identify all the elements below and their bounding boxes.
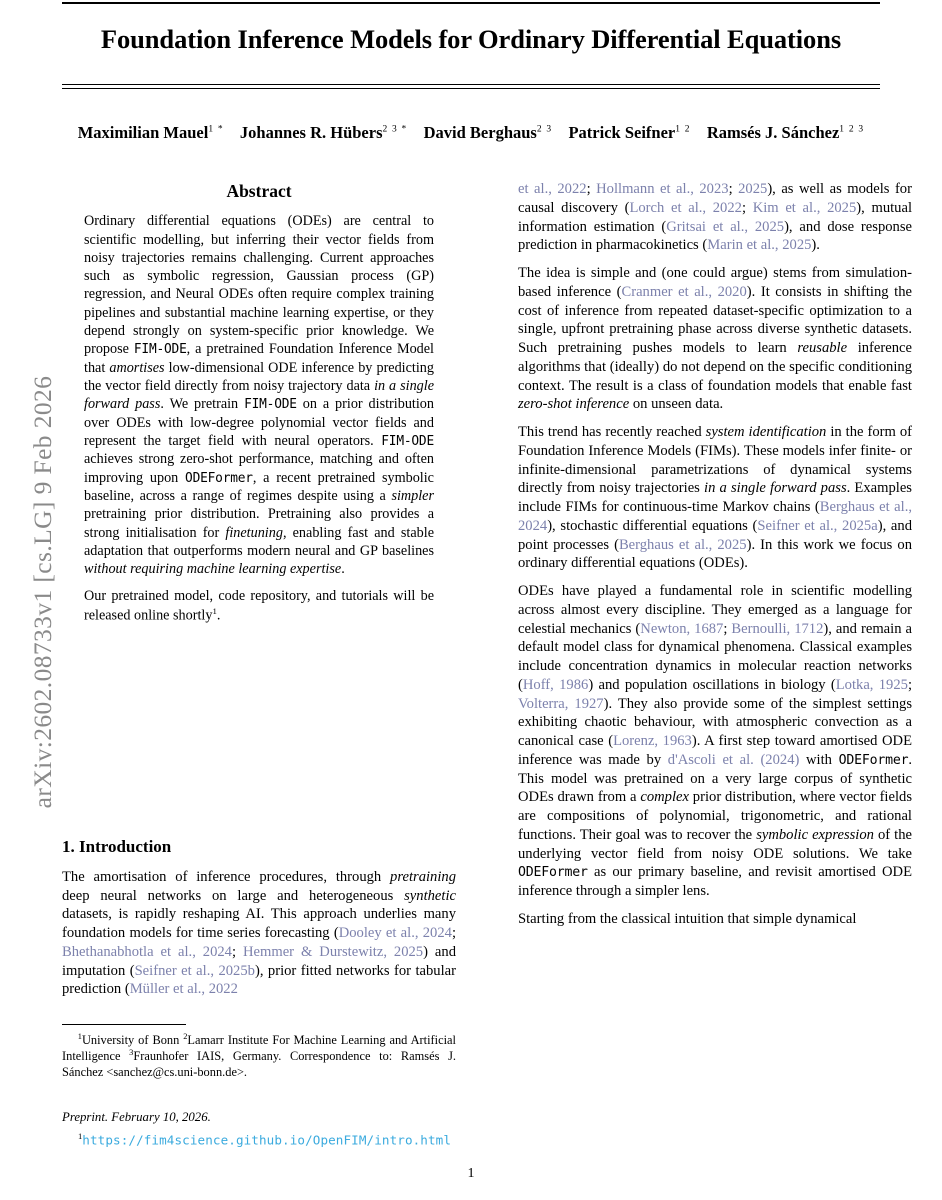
citation-link[interactable]: Hemmer & Durstewitz, 2025 xyxy=(242,943,424,960)
body-text: ), mutual information estimation ( xyxy=(518,199,912,235)
citation-link[interactable]: Lorenz, 1963 xyxy=(613,733,692,749)
pretraining-emphasis: pretraining xyxy=(390,868,456,885)
body-text: datasets, is rapidly reshaping AI. This approach underlies many foundation models for time series forecasting ( xyxy=(62,906,456,942)
right-paragraph-4 xyxy=(518,582,912,901)
body-text: ), and remain a default model class for dynamical phenomena. Classical examples include concentration dynamics in molecular reaction networks ( xyxy=(518,620,912,693)
body-text: ; xyxy=(741,199,753,216)
citation-link[interactable]: Müller et al., 2022 xyxy=(129,981,238,998)
body-text: ). They also provide some of the simplest settings exhibiting chaotic behaviour, with atmospheric convection as a canonical case ( xyxy=(518,695,912,749)
single-forward-pass-emphasis: in a single forward pass xyxy=(84,377,434,413)
body-text: on unseen data. xyxy=(629,396,724,413)
odeformer-mono: ODEFormer xyxy=(838,752,909,768)
affiliation-3: Fraunhofer IAIS, Germany. Correspondence to: Ramsés J. Sánchez <sanchez@cs.uni-bonn.de>. xyxy=(62,1049,457,1080)
abstract-text: low-dimensional ODE inference by predicting the vector field directly from noisy trajectory data xyxy=(84,359,434,394)
citation-link[interactable]: Kim et al., 2025 xyxy=(752,199,857,216)
affiliation-marker-2: 2 xyxy=(183,1032,188,1041)
abstract-text: , a recent pretrained symbolic baseline, across a range of regimes despite using a xyxy=(84,469,434,505)
abstract-text: pretraining prior distribution. Pretraining also provides a strong initialisation for xyxy=(84,506,434,541)
footnote-url-line xyxy=(62,1131,456,1149)
system-identification-emphasis: system identification xyxy=(705,424,827,440)
project-url-link[interactable]: https://fim4science.github.io/OpenFIM/intro.html xyxy=(82,1132,452,1148)
body-text: in the form of Foundation Inference Models (FIMs). These models infer finite- or infinite-dimensional parametrizations of dynamical systems directly from noisy trajectories xyxy=(518,424,912,497)
citation-link[interactable]: Lotka, 1925 xyxy=(835,676,908,693)
body-text: ). xyxy=(811,237,820,254)
footnote-text xyxy=(62,1032,456,1080)
body-text: The idea is simple and (one could argue) stems from simulation-based inference ( xyxy=(518,265,912,300)
introduction-paragraph-1 xyxy=(62,868,456,999)
fim-ode-mono: FIM-ODE xyxy=(244,397,297,413)
body-text: ; xyxy=(723,620,732,637)
abstract-text: . We pretrain xyxy=(160,396,245,413)
citation-link[interactable]: Dooley et al., 2024 xyxy=(338,925,452,942)
body-text: ; xyxy=(586,181,597,197)
symbolic-expression-emphasis: symbolic expression xyxy=(756,826,874,843)
body-text: ; xyxy=(907,676,913,693)
zero-shot-inference-emphasis: zero-shot inference xyxy=(518,396,630,413)
footnote-separator xyxy=(62,1024,186,1025)
body-text: ; xyxy=(728,181,739,197)
body-text: ), prior fitted networks for tabular prediction ( xyxy=(62,962,456,998)
body-text: of the underlying vector field from noisy ODE solutions. We take xyxy=(518,826,912,862)
author-affiliation-marker: 1 * xyxy=(208,124,224,135)
abstract-text: achieves strong zero-shot performance, matching and often improving upon xyxy=(84,451,434,486)
author-affiliation-marker: 1 2 3 xyxy=(839,124,865,135)
citation-link[interactable]: Seifner et al., 2025b xyxy=(134,962,255,979)
body-text: ), as well as models for causal discovery ( xyxy=(518,181,912,216)
citation-link[interactable]: 2025 xyxy=(738,181,768,197)
page-title: Foundation Inference Models for Ordinary Differential Equations xyxy=(100,24,842,54)
author-name: Maximilian Mauel xyxy=(77,123,209,142)
citation-link[interactable]: Cranmer et al., 2020 xyxy=(621,283,747,300)
abstract-text: , a pretrained Foundation Inference Model that xyxy=(84,341,435,376)
abstract-body xyxy=(84,212,434,624)
abstract-text: Ordinary differential equations (ODEs) are central to scientific modelling, but inferring their vector fields from noisy trajectories remains challenging. Current approaches such as symbolic regression, Gaussian process (GP) regression, and Neural ODEs often require complex training pipelines and substantial machine learning expertise, or they depend strongly on system-specific prior knowledge. We propose xyxy=(84,213,434,358)
author-name: Patrick Seifner xyxy=(568,123,676,142)
amortises-emphasis: amortises xyxy=(109,359,165,376)
abstract-text: . xyxy=(216,607,221,624)
page-number: 1 xyxy=(467,1166,475,1181)
affiliation-1: University of Bonn xyxy=(81,1033,184,1048)
right-paragraph-5: Starting from the classical intuition that simple dynamical xyxy=(518,911,857,928)
body-text: ), and point processes ( xyxy=(518,517,912,553)
author-list xyxy=(62,123,880,143)
synthetic-emphasis: synthetic xyxy=(404,887,456,904)
citation-link-continued[interactable]: et al., 2022 xyxy=(518,181,587,197)
body-text: ; xyxy=(231,943,243,960)
without-expertise-emphasis: without requiring machine learning expertise xyxy=(84,561,342,578)
finetuning-emphasis: finetuning xyxy=(225,524,283,541)
complex-emphasis: complex xyxy=(640,789,689,806)
title-rule-lower xyxy=(62,88,880,89)
body-text: . This model was pretrained on a very large corpus of synthetic ODEs drawn from a xyxy=(518,751,913,806)
citation-link[interactable]: d'Ascoli et al. (2024) xyxy=(667,751,800,768)
body-text: ODEs have played a fundamental role in scientific modelling across almost every discipline. They emerged as a language for celestial mechanics ( xyxy=(518,583,912,637)
author-entry xyxy=(707,123,864,142)
body-text: . Examples include FIMs for continuous-time Markov chains ( xyxy=(518,480,912,515)
citation-link[interactable]: Berghaus et al., 2025 xyxy=(618,536,747,553)
body-text: ). In this work we focus on ordinary differential equations (ODEs). xyxy=(518,536,912,572)
author-entry xyxy=(424,123,553,142)
affiliation-marker-3: 3 xyxy=(129,1048,134,1058)
body-text: This trend has recently reached xyxy=(518,424,706,440)
body-text: ) and population oscillations in biology ( xyxy=(588,676,836,693)
body-text: ). A first step toward amortised ODE inference was made by xyxy=(518,733,912,768)
section-heading-introduction: 1. Introduction xyxy=(62,837,172,856)
right-paragraph-3 xyxy=(518,423,912,573)
body-text: prior distribution, where vector fields are compositions of polynomial, trigonometric, and rational functions. Their goal was to recover the xyxy=(518,789,912,843)
introduction-section xyxy=(62,836,456,999)
footnote-affiliations xyxy=(62,1032,456,1080)
title-rule-upper xyxy=(62,84,880,85)
abstract-text: on a prior distribution over ODEs with low-degree polynomial vector fields and represent the target field with neural operators. xyxy=(84,396,434,449)
author-entry xyxy=(568,123,690,142)
abstract-text: . xyxy=(341,561,345,578)
abstract-paragraph-1 xyxy=(84,212,434,578)
author-name: Johannes R. Hübers xyxy=(239,123,383,142)
right-paragraph-1-continuation xyxy=(518,180,912,255)
arxiv-stamp: arXiv:2602.08733v1 [cs.LG] 9 Feb 2026 xyxy=(28,375,57,809)
body-text: The amortisation of inference procedures, through xyxy=(62,868,391,885)
citation-link[interactable]: Hollmann et al., 2023 xyxy=(596,181,729,197)
author-entry xyxy=(240,123,408,142)
footnote-marker: 1 xyxy=(212,605,217,616)
odeformer-mono: ODEFormer xyxy=(518,865,588,881)
body-text: ), stochastic differential equations ( xyxy=(547,517,758,534)
citation-link[interactable]: Hoff, 1986 xyxy=(522,676,589,693)
right-paragraph-2 xyxy=(518,264,912,414)
citation-link[interactable]: Seifner et al., 2025a xyxy=(757,517,878,534)
author-affiliation-marker: 1 2 xyxy=(675,124,691,135)
odeformer-mono: ODEFormer xyxy=(185,470,253,486)
citation-link[interactable]: Volterra, 1927 xyxy=(518,695,604,712)
citation-link[interactable]: Marin et al., 2025 xyxy=(707,237,812,254)
body-text: inference algorithms that (ideally) do not depend on the specific conditioning context. The result is a class of foundation models that enable fast xyxy=(518,340,912,394)
fim-ode-mono: FIM-ODE xyxy=(381,433,434,449)
body-text: ) and imputation ( xyxy=(62,943,456,979)
citation-link[interactable]: Berghaus et al., 2024 xyxy=(518,499,913,534)
author-name: Ramsés J. Sánchez xyxy=(706,123,840,142)
body-text: ), and dose response prediction in pharmacokinetics ( xyxy=(518,218,912,254)
simpler-emphasis: simpler xyxy=(391,488,434,505)
body-text: ; xyxy=(451,925,456,942)
single-forward-pass-emphasis: in a single forward pass xyxy=(704,480,847,497)
reusable-emphasis: reusable xyxy=(797,340,848,356)
right-column xyxy=(518,180,912,938)
author-name: David Berghaus xyxy=(423,123,537,142)
author-entry xyxy=(78,123,224,142)
abstract-paragraph-2 xyxy=(84,587,434,624)
abstract-text: Our pretrained model, code repository, and tutorials will be released online shortly xyxy=(84,588,434,624)
author-affiliation-marker: 2 3 xyxy=(536,124,553,135)
left-column xyxy=(62,180,456,625)
body-text: deep neural networks on large and heterogeneous xyxy=(62,887,405,904)
affiliation-2: Lamarr Institute For Machine Learning and Artificial Intelligence xyxy=(62,1033,457,1064)
body-text: ). It consists in shifting the cost of inference from repeated dataset-specific optimization to a single, upfront pretraining phase across diverse synthetic datasets. Such pretraining pushes models to learn xyxy=(518,283,912,356)
abstract-heading: Abstract xyxy=(226,181,292,201)
citation-link[interactable]: Gritsai et al., 2025 xyxy=(666,218,785,235)
body-text: with xyxy=(799,751,839,768)
top-rule xyxy=(62,2,880,4)
fim-ode-mono: FIM-ODE xyxy=(133,342,187,358)
citation-link[interactable]: Bernoulli, 1712 xyxy=(731,620,824,637)
citation-link[interactable]: Newton, 1687 xyxy=(640,620,724,637)
preprint-notice: Preprint. February 10, 2026. xyxy=(62,1110,211,1124)
affiliation-marker-1: 1 xyxy=(77,1032,82,1041)
author-affiliation-marker: 2 3 * xyxy=(382,124,408,135)
url-footnote-marker: 1 xyxy=(78,1131,83,1141)
citation-link[interactable]: Lorch et al., 2022 xyxy=(629,199,742,216)
abstract-text: , enabling fast and stable adaptation that outperforms modern neural and GP baselines xyxy=(84,524,434,559)
citation-link[interactable]: Bhethanabhotla et al., 2024 xyxy=(62,943,232,960)
body-text: as our primary baseline, and revisit amortised ODE inference through a simpler lens. xyxy=(518,864,912,900)
